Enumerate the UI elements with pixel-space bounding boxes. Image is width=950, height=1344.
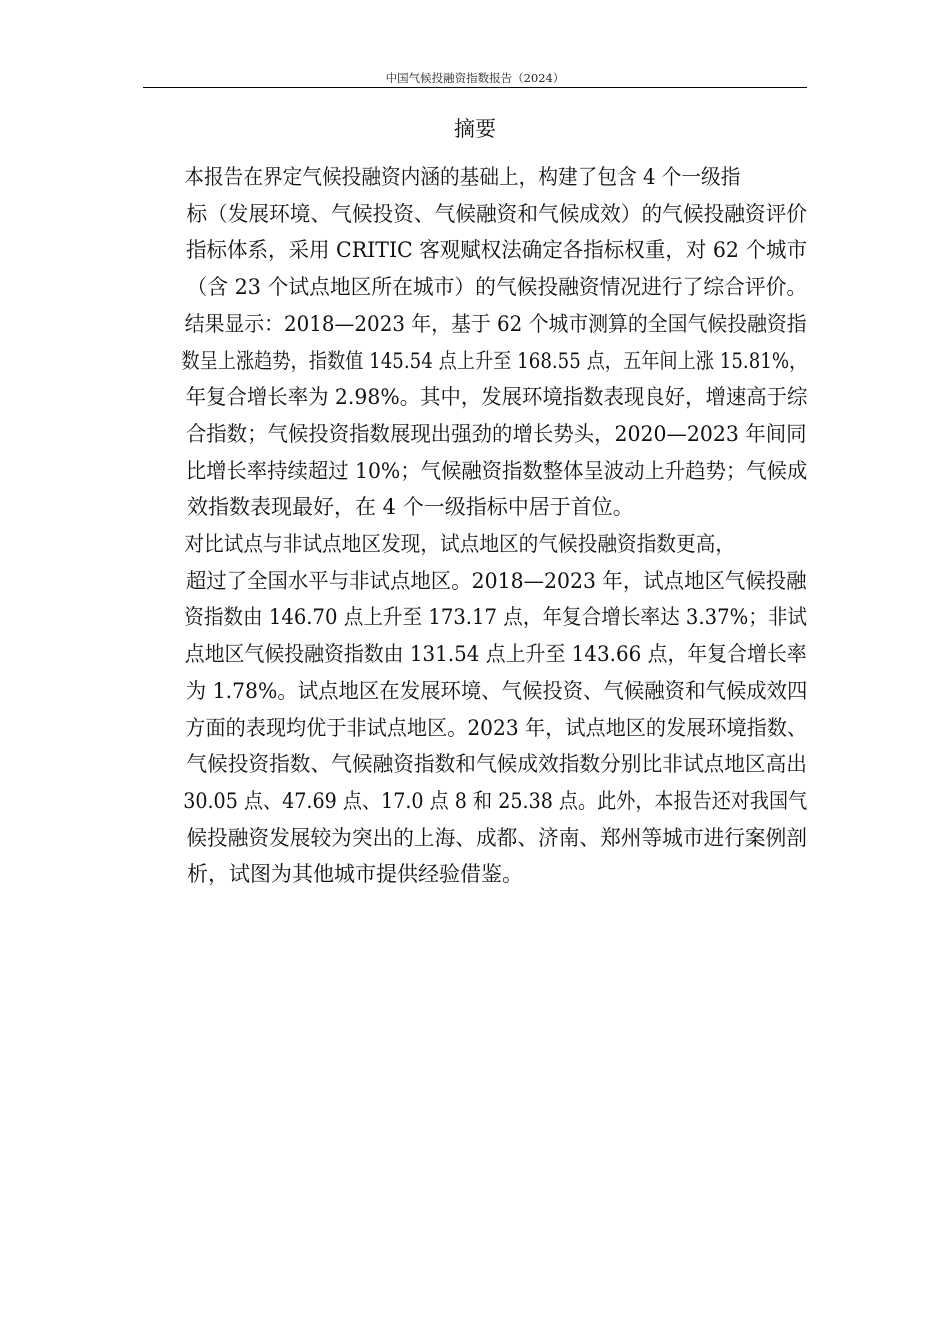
text-line: 析，试图为其他城市提供经验借鉴。: [187, 862, 523, 887]
text-line: （含 23 个试点地区所在城市）的气候投融资情况进行了综合评价。: [186, 275, 808, 300]
header-rule: [143, 87, 807, 88]
text-line: 资指数由 146.70 点上升至 173.17 点，年复合增长率达 3.37%；非试: [184, 605, 808, 630]
abstract-title: 摘要: [454, 117, 496, 141]
text-line: 本报告在界定气候投融资内涵的基础上，构建了包含 4 个一级指: [184, 165, 741, 189]
text-line: 效指数表现最好，在 4 个一级指标中居于首位。: [187, 495, 634, 520]
text-line: 指标体系，采用 CRITIC 客观赋权法确定各指标权重，对 62 个城市: [186, 238, 807, 263]
text-line: 标（发展环境、气候投资、气候融资和气候成效）的气候投融资评价: [186, 201, 807, 226]
text-line: 点地区气候投融资指数由 131.54 点上升至 143.66 点，年复合增长率: [184, 642, 807, 667]
abstract-paragraph-2: [145, 526, 807, 893]
text-line: 数呈上涨趋势，指数值 145.54 点上升至 168.55 点，五年间上涨 15.81%，: [181, 348, 808, 373]
text-line: 为 1.78%。试点地区在发展环境、气候投资、气候融资和气候成效四: [185, 678, 808, 703]
text-line: 方面的表现均优于非试点地区。2023 年，试点地区的发展环境指数、: [185, 715, 808, 740]
text-line: 气候投资指数、气候融资指数和气候成效指数分别比非试点地区高出: [186, 752, 807, 777]
text-line: 年复合增长率为 2.98%。其中，发展环境指数表现良好，增速高于综: [185, 385, 808, 410]
text-line: 合指数；气候投资指数展现出强劲的增长势头，2020—2023 年间同: [185, 421, 807, 446]
running-header: 中国气候投融资指数报告（2024）: [385, 71, 565, 85]
text-line: 候投融资发展较为突出的上海、成都、济南、郑州等城市进行案例剖: [186, 825, 807, 850]
text-line: 比增长率持续超过 10%；气候融资指数整体呈波动上升趋势；气候成: [185, 458, 808, 483]
abstract-body: [145, 159, 807, 893]
abstract-paragraph-1: [145, 159, 807, 526]
text-line: 对比试点与非试点地区发现，试点地区的气候投融资指数更高，: [184, 532, 736, 557]
text-line: 超过了全国水平与非试点地区。2018—2023 年，试点地区气候投融: [185, 568, 807, 593]
text-line: 结果显示：2018—2023 年，基于 62 个城市测算的全国气候投融资指: [184, 311, 807, 336]
text-line: 30.05 点、47.69 点、17.0 点 8 和 25.38 点。此外，本报告还对我国气: [183, 788, 808, 813]
